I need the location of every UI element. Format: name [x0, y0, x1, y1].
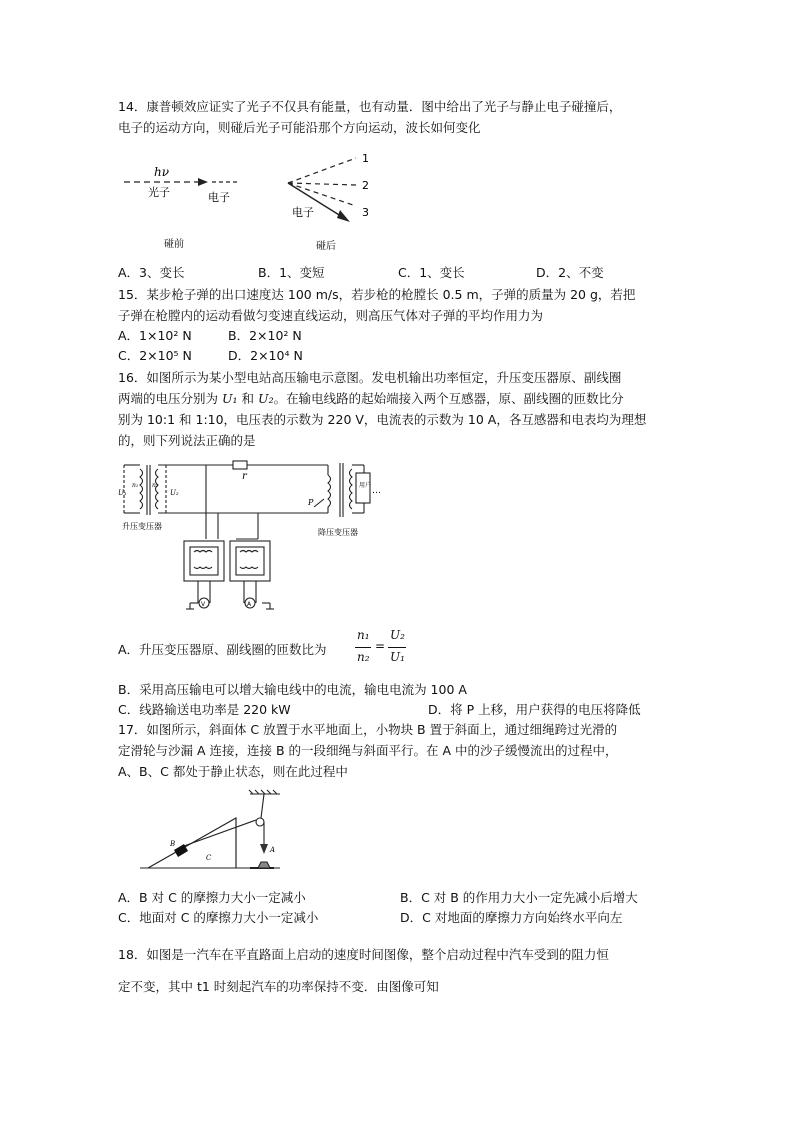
q17-label-b: B: [170, 840, 176, 848]
q16-option-c: C．线路输送电功率是 220 kW: [118, 702, 291, 717]
q17-option-d: D．C 对地面的摩擦力方向始终水平向左: [400, 910, 623, 925]
q16-fig-n1: n₁: [132, 482, 139, 489]
q14-photon-label: 光子: [148, 186, 170, 199]
q16-fig-u1: U₁: [118, 489, 127, 497]
q17-label-a: A: [270, 846, 276, 854]
q14-direction-3: 3: [362, 206, 369, 219]
q16-stem-line4: 的，则下列说法正确的是: [118, 433, 256, 448]
q16-option-b: B．采用高压输电可以增大输电线中的电流，输电电流为 100 A: [118, 682, 467, 697]
q14-direction-2: 2: [362, 179, 369, 192]
q14-option-a: A．3、变长: [118, 265, 185, 280]
q16-option-a-u1: U₁: [390, 650, 405, 664]
q16-step-up-label: 升压变压器: [122, 522, 162, 531]
q16-ammeter: A: [247, 601, 252, 608]
q17-label-c: C: [206, 854, 212, 862]
q14-direction-3-line: [288, 183, 356, 206]
q18-stem-line2: 定不变，其中 t1 时刻起汽车的功率保持不变．由图像可知: [118, 979, 439, 994]
q15-option-c: C．2×10⁵ N: [118, 348, 192, 363]
q16-option-a-n2: n₂: [357, 650, 370, 664]
q16-option-a-eq: =: [375, 639, 386, 653]
q16-options-cd: [118, 700, 678, 720]
q16-fig-n2: n₂: [152, 482, 159, 489]
q16-stem: [118, 367, 678, 451]
q14-caption-before: 碰前: [164, 239, 184, 250]
q16-option-d: D．将 P 上移，用户获得的电压将降低: [428, 702, 641, 717]
q17-options-cd: [118, 908, 678, 928]
q17-stem-line1: 17．如图所示，斜面体 C 放置于水平地面上，小物块 B 置于斜面上，通过细绳跨过光滑的: [118, 722, 618, 737]
q14-options: [118, 263, 678, 283]
q14-direction-1: 1: [362, 152, 369, 165]
q17-option-c: C．地面对 C 的摩擦力大小一定减小: [118, 910, 319, 925]
q14-electron-after-label: 电子: [292, 206, 314, 219]
q17-stem-line3: A、B、C 都处于静止状态，则在此过程中: [118, 764, 348, 779]
q14-stem-line2: 电子的运动方向，则碰后光子可能沿那个方向运动，波长如何变化: [118, 120, 481, 135]
q16-option-a-text: A．升压变压器原、副线圈的匝数比为: [118, 642, 327, 657]
q16-and: 和: [241, 391, 255, 406]
q14-photon-symbol: hν: [154, 165, 170, 179]
q15-stem-line2: 子弹在枪膛内的运动看做匀变速直线运动，则高压气体对子弹的平均作用力为: [118, 308, 544, 323]
q14-option-b: B．1、变短: [258, 265, 325, 280]
q16-fig-u2: U₂: [170, 489, 179, 497]
q14-photon-arrowhead: [198, 178, 208, 186]
q15-stem: [118, 284, 678, 326]
q14-direction-2-line: [288, 183, 356, 185]
q17-option-a: A．B 对 C 的摩擦力大小一定减小: [118, 890, 306, 905]
q17-incline-figure: [140, 788, 300, 874]
q15-options-row2: [118, 346, 678, 366]
q17-hourglass-a: [260, 844, 268, 854]
q14-option-c: C．1、变长: [398, 265, 465, 280]
q17-stem-line2: 定滑轮与沙漏 A 连接，连接 B 的一段细绳与斜面平行。在 A 中的沙子缓慢流出的过程中，: [118, 743, 618, 758]
q14-stem: [118, 96, 678, 138]
q16-stem-line3: 别为 10:1 和 1:10，电压表的示数为 220 V，电流表的示数为 10 A，各互感器和电表均为理想: [118, 412, 647, 427]
q17-stem: [118, 719, 678, 782]
q16-user-label: 用户: [359, 482, 372, 489]
q14-caption-after: 碰后: [316, 241, 336, 252]
q16-step-down-label: 降压变压器: [318, 528, 358, 537]
q16-p-label: P: [308, 498, 314, 507]
q15-option-a: A．1×10² N: [118, 328, 192, 343]
q15-option-b: B．2×10² N: [228, 328, 302, 343]
q16-option-a-u2: U₂: [390, 628, 405, 642]
q18-stem-line1: 18．如图是一汽车在平直路面上启动的速度时间图像，整个启动过程中汽车受到的阻力恒: [118, 947, 609, 962]
q15-option-d: D．2×10⁴ N: [228, 348, 303, 363]
q16-voltmeter: V: [201, 601, 206, 608]
q16-stem-line2b: 。在输电线路的起始端接入两个互感器，原、副线圈的匝数比分: [273, 391, 624, 406]
q17-option-b: B．C 对 B 的作用力大小一定先减小后增大: [400, 890, 638, 905]
q16-stem-line2a: 两端的电压分别为: [118, 391, 219, 406]
q17-options-ab: [118, 888, 678, 908]
q14-electron-arrowhead: [337, 210, 350, 222]
q15-options-row1: [118, 326, 678, 346]
q14-direction-1-line: [288, 158, 356, 183]
q16-option-b-row: [118, 680, 678, 700]
q16-option-a-bar1: [355, 647, 371, 648]
q16-u1: U₁: [222, 391, 238, 406]
q16-option-a-n1: n₁: [357, 628, 370, 642]
q16-u2: U₂: [258, 391, 274, 406]
q16-circuit-figure: [118, 455, 408, 615]
q18-stem: [118, 939, 678, 1003]
q14-electron-label: 电子: [208, 191, 230, 204]
q14-figure: [118, 144, 388, 256]
q14-option-d: D．2、不变: [536, 265, 604, 280]
q16-ellipsis: …: [372, 486, 381, 496]
q15-stem-line1: 15．某步枪子弹的出口速度达 100 m/s，若步枪的枪膛长 0.5 m，子弹的质量为 20 g，若把: [118, 287, 636, 302]
q16-resistor-label: r: [242, 471, 247, 482]
q16-option-a-bar2: [388, 647, 406, 648]
q16-stem-line1: 16．如图所示为某小型电站高压输电示意图。发电机输出功率恒定，升压变压器原、副线圈: [118, 370, 622, 385]
q14-stem-line1: 14．康普顿效应证实了光子不仅具有能量，也有动量．图中给出了光子与静止电子碰撞后，: [118, 99, 622, 114]
